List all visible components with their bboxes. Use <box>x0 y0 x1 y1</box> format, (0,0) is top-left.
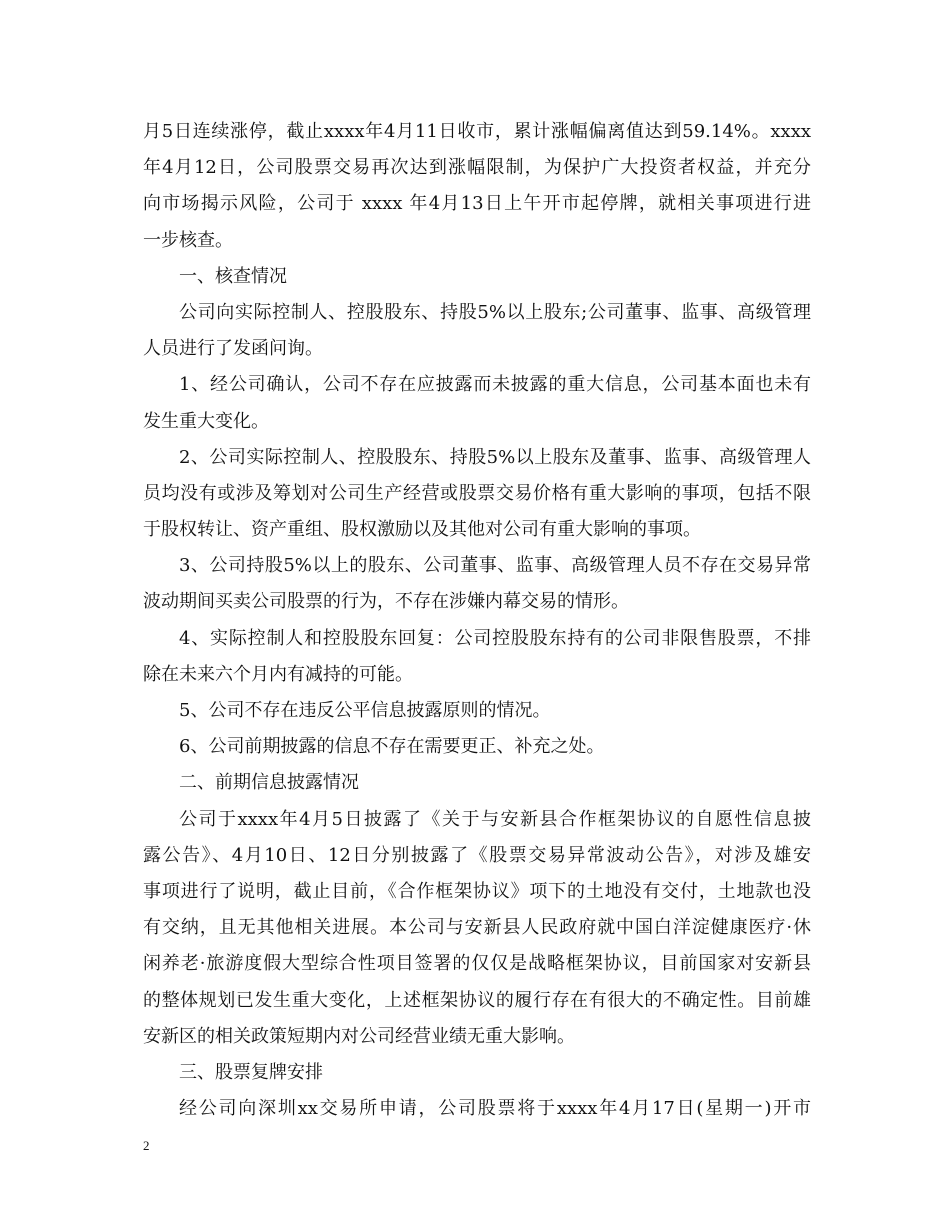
text-line: 于股权转让、资产重组、股权激励以及其他对公司有重大影响的事项。 <box>143 519 701 541</box>
text-line: 5、公司不存在违反公平信息披露原则的情况。 <box>179 700 551 721</box>
text-line: 1、经公司确认，公司不存在应披露而未披露的重大信息，公司基本面也未有 <box>179 374 811 396</box>
text-line: 3、公司持股5%以上的股东、公司董事、监事、高级管理人员不存在交易异常 <box>179 555 811 577</box>
text-line: 的整体规划已发生重大变化，上述框架协议的履行存在有很大的不确定性。目前雄 <box>143 989 811 1011</box>
text-line: 二、前期信息披露情况 <box>179 772 359 794</box>
text-line: 闲养老·旅游度假大型综合性项目签署的仅仅是战略框架协议，目前国家对安新县 <box>143 953 811 975</box>
text-line: 4、实际控制人和控股股东回复：公司控股股东持有的公司非限售股票，不排 <box>179 627 811 649</box>
text-line: 年4月12日，公司股票交易再次达到涨幅限制，为保护广大投资者权益，并充分 <box>143 157 811 179</box>
text-line: 事项进行了说明，截止目前，《合作框架协议》项下的土地没有交付，土地款也没 <box>143 880 811 902</box>
page-number: 2 <box>143 1138 150 1153</box>
text-line: 三、股票复牌安排 <box>179 1061 323 1083</box>
text-line: 发生重大变化。 <box>143 410 269 432</box>
text-line: 公司向实际控制人、控股股东、持股5%以上股东;公司董事、监事、高级管理 <box>179 301 811 323</box>
text-line: 公司于xxxx年4月5日披露了《关于与安新县合作框架协议的自愿性信息披 <box>179 808 811 830</box>
text-line: 安新区的相关政策短期内对公司经营业绩无重大影响。 <box>143 1025 575 1047</box>
text-line: 经公司向深圳xx交易所申请，公司股票将于xxxx年4月17日(星期一)开市 <box>179 1098 811 1120</box>
text-line: 向市场揭示风险，公司于 xxxx 年4月13日上午开市起停牌，就相关事项进行进 <box>143 193 811 215</box>
text-line: 波动期间买卖公司股票的行为，不存在涉嫌内幕交易的情形。 <box>143 591 629 613</box>
text-line: 有交纳，且无其他相关进展。本公司与安新县人民政府就中国白洋淀健康医疗·休 <box>143 917 811 939</box>
text-line: 除在未来六个月内有减持的可能。 <box>143 663 413 685</box>
text-line: 一步核查。 <box>143 229 233 251</box>
text-line: 2、公司实际控制人、控股股东、持股5%以上股东及董事、监事、高级管理人 <box>179 446 811 468</box>
text-line: 6、公司前期披露的信息不存在需要更正、补充之处。 <box>179 736 605 758</box>
text-line: 一、核查情况 <box>179 265 287 287</box>
body-text <box>143 114 811 1127</box>
text-line: 露公告》、4月10日、12日分别披露了《股票交易异常波动公告》，对涉及雄安 <box>143 844 811 866</box>
text-line: 月5日连续涨停，截止xxxx年4月11日收市，累计涨幅偏离值达到59.14%。xxxx <box>143 121 811 142</box>
text-line: 员均没有或涉及筹划对公司生产经营或股票交易价格有重大影响的事项，包括不限 <box>143 482 811 504</box>
text-line: 人员进行了发函问询。 <box>143 338 323 360</box>
